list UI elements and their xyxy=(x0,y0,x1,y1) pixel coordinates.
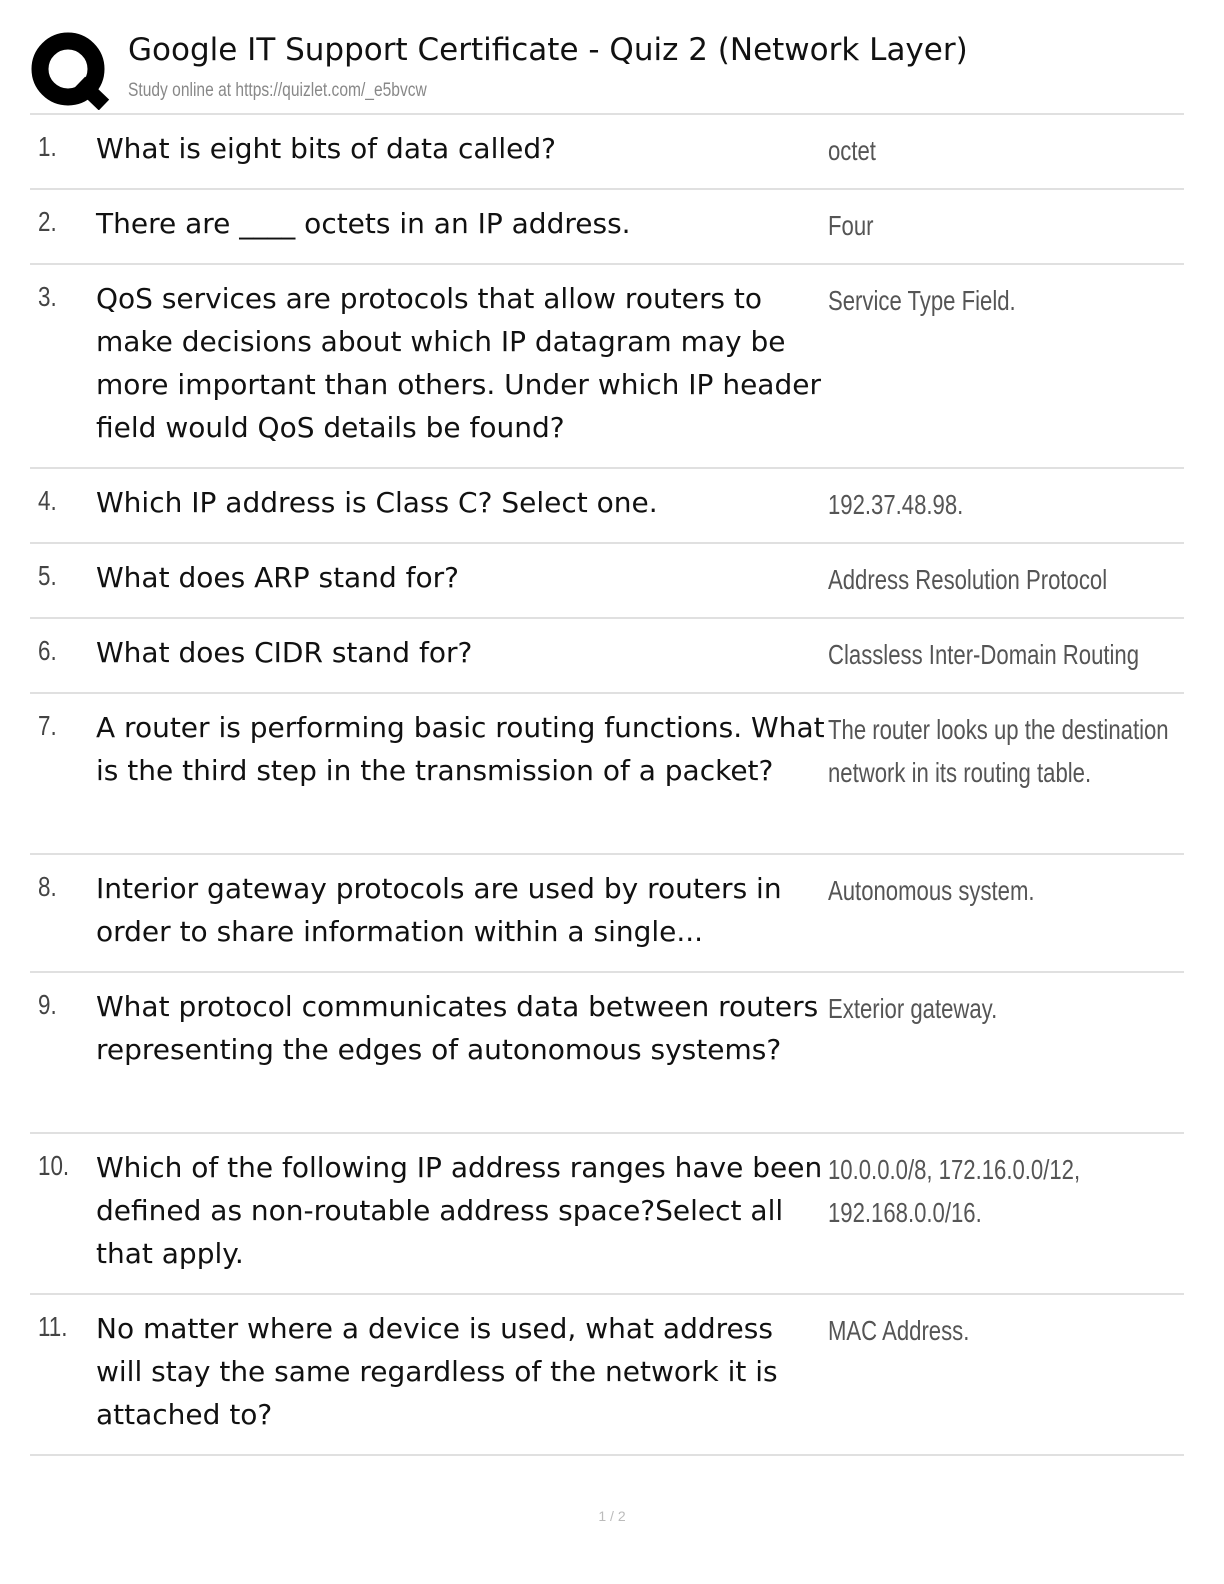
answer-text: MAC Address. xyxy=(828,1315,970,1346)
question-number: 3. xyxy=(38,281,57,312)
page-title: Google IT Support Certificate - Quiz 2 (Network Layer) xyxy=(128,32,968,68)
question-number: 8. xyxy=(38,871,57,902)
question-number: 11. xyxy=(38,1311,68,1342)
question-number: 9. xyxy=(38,989,57,1020)
answer-text: The router looks up the destination network in its routing table. xyxy=(828,714,1169,788)
question-text: A router is performing basic routing functions. What is the third step in the transmission of a packet? xyxy=(96,711,825,787)
question-number: 1. xyxy=(38,131,57,162)
question-text: What does CIDR stand for? xyxy=(96,636,473,669)
question-text: Interior gateway protocols are used by routers in order to share information within a single... xyxy=(96,872,782,948)
question-text: QoS services are protocols that allow routers to make decisions about which IP datagram may be more important than others. Under which IP header field would QoS details be found? xyxy=(96,282,821,444)
answer-text: Four xyxy=(828,210,874,241)
question-text: No matter where a device is used, what address will stay the same regardless of the network it is attached to? xyxy=(96,1312,778,1431)
question-text: There are ____ octets in an IP address. xyxy=(96,207,631,240)
question-text: What is eight bits of data called? xyxy=(96,132,556,165)
qa-row xyxy=(30,265,1184,469)
qa-row xyxy=(30,855,1184,973)
question-text: What does ARP stand for? xyxy=(96,561,459,594)
question-number: 7. xyxy=(38,710,57,741)
qa-row xyxy=(30,190,1184,265)
answer-text: 192.37.48.98. xyxy=(828,489,964,520)
qa-row xyxy=(30,619,1184,694)
answer-text: Service Type Field. xyxy=(828,285,1016,316)
qa-row xyxy=(30,544,1184,619)
qa-row xyxy=(30,973,1184,1134)
qa-row xyxy=(30,1134,1184,1295)
question-text: Which IP address is Class C? Select one. xyxy=(96,486,658,519)
qa-row xyxy=(30,115,1184,190)
question-number: 5. xyxy=(38,560,57,591)
page-number: 1 / 2 xyxy=(598,1508,626,1524)
qa-row xyxy=(30,1295,1184,1456)
answer-text: Classless Inter-Domain Routing xyxy=(828,639,1140,670)
answer-text: octet xyxy=(828,135,876,166)
qa-row xyxy=(30,469,1184,544)
qa-list xyxy=(30,113,1184,1456)
answer-text: 10.0.0.0/8, 172.16.0.0/12, 192.168.0.0/16. xyxy=(828,1154,1081,1228)
question-number: 10. xyxy=(38,1150,70,1181)
qa-row xyxy=(30,694,1184,855)
question-number: 4. xyxy=(38,485,57,516)
question-text: Which of the following IP address ranges have been defined as non-routable address space?Select all that apply. xyxy=(96,1151,823,1270)
question-text: What protocol communicates data between routers representing the edges of autonomous systems? xyxy=(96,990,819,1066)
quizlet-q-logo-icon xyxy=(30,30,110,110)
study-online-link[interactable]: Study online at https://quizlet.com/_e5bvcw xyxy=(128,80,427,101)
answer-text: Exterior gateway. xyxy=(828,993,998,1024)
page-header xyxy=(30,30,1190,110)
answer-text: Address Resolution Protocol xyxy=(828,564,1108,595)
answer-text: Autonomous system. xyxy=(828,875,1035,906)
question-number: 2. xyxy=(38,206,57,237)
question-number: 6. xyxy=(38,635,57,666)
